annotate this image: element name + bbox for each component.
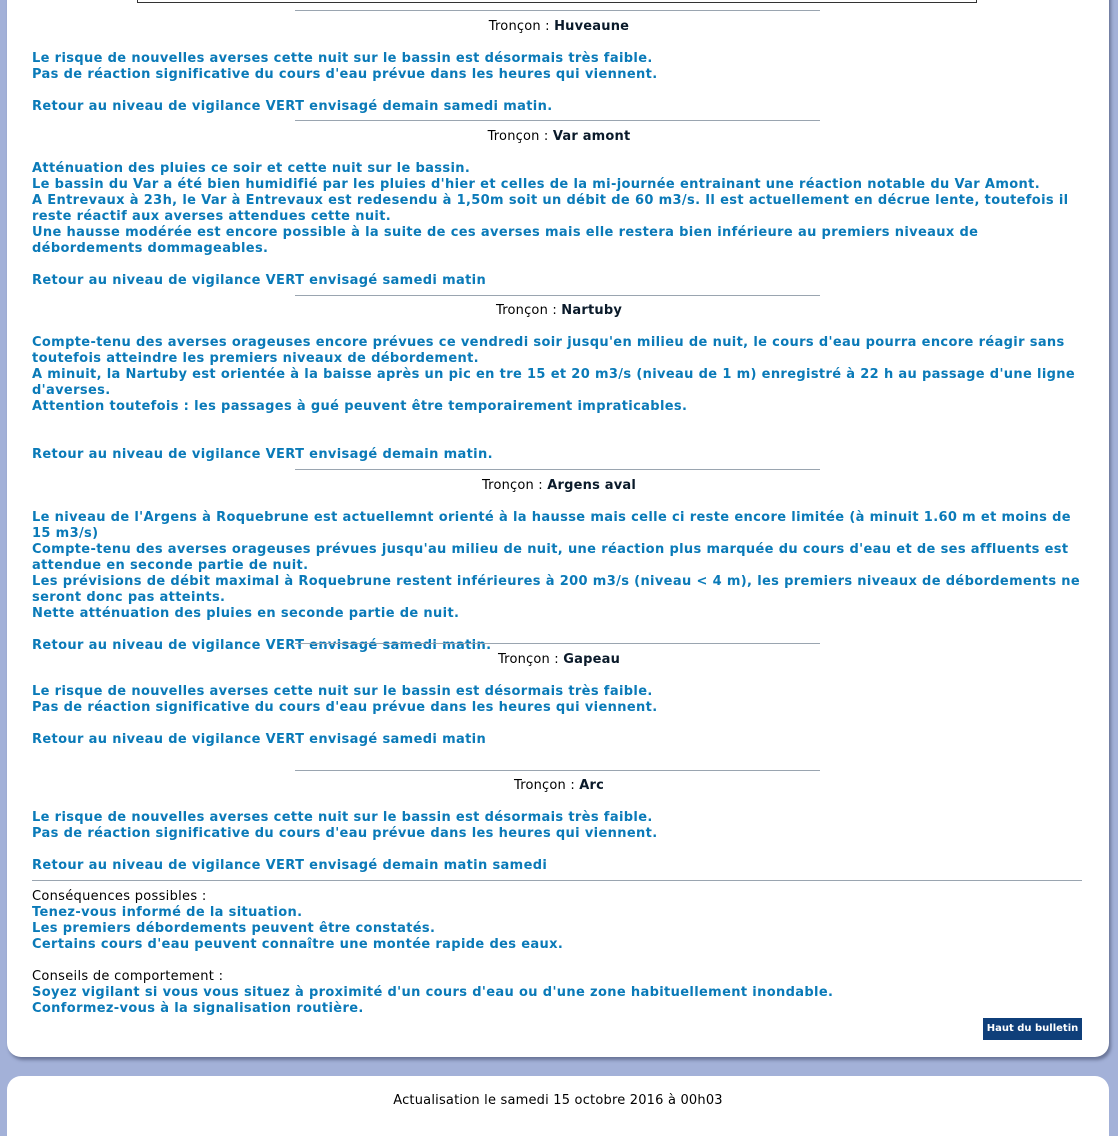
back-to-top-button[interactable]: Haut du bulletin xyxy=(983,1018,1082,1040)
text-line: Attention toutefois : les passages à gué peuvent être temporairement impraticables. xyxy=(32,399,688,414)
consequences-separator xyxy=(32,880,1082,881)
text-line: Conformez-vous à la signalisation routière. xyxy=(32,1001,364,1016)
troncon-name: Gapeau xyxy=(563,652,621,667)
section-separator xyxy=(295,295,820,296)
troncon-heading xyxy=(0,652,1118,668)
troncon-prefix: Tronçon : xyxy=(513,778,580,793)
section-separator xyxy=(295,643,820,644)
troncon-heading xyxy=(0,778,1118,794)
consequences-text xyxy=(32,905,1084,953)
text-line: Pas de réaction significative du cours d'eau prévue dans les heures qui viennent. xyxy=(32,67,658,82)
section-text xyxy=(32,810,1084,874)
section-separator xyxy=(295,770,820,771)
text-line xyxy=(32,83,1084,99)
troncon-heading xyxy=(0,303,1118,319)
troncon-heading xyxy=(0,129,1118,145)
troncon-name: Argens aval xyxy=(547,478,637,493)
text-line: Retour au niveau de vigilance VERT envisagé samedi matin xyxy=(32,732,487,747)
conseils-text xyxy=(32,985,1084,1017)
troncon-name: Huveaune xyxy=(554,19,630,34)
text-line: Les premiers débordements peuvent être constatés. xyxy=(32,921,436,936)
text-line: Certains cours d'eau peuvent connaître une montée rapide des eaux. xyxy=(32,937,564,952)
section-text xyxy=(32,161,1084,289)
text-line xyxy=(32,415,1084,431)
text-line: Le risque de nouvelles averses cette nuit sur le bassin est désormais très faible. xyxy=(32,51,653,66)
update-timestamp: Actualisation le samedi 15 octobre 2016 à 00h03 xyxy=(393,1093,723,1108)
text-line: A minuit, la Nartuby est orientée à la baisse après un pic en tre 15 et 20 m3/s (niveau de 1 m) enregistré à 22 h au passage d'une ligne d'averses. xyxy=(32,367,1080,398)
troncon-prefix: Tronçon : xyxy=(497,652,564,667)
section-separator xyxy=(295,10,820,11)
section-text xyxy=(32,510,1084,654)
text-line: Retour au niveau de vigilance VERT envisagé samedi matin. xyxy=(32,638,492,653)
troncon-name: Nartuby xyxy=(561,303,622,318)
text-line: Les prévisions de débit maximal à Roquebrune restent inférieures à 200 m3/s (niveau < 4 m), les premiers niveaux de débordements ne seront donc pas atteints. xyxy=(32,574,1085,605)
text-line xyxy=(32,257,1084,273)
text-line xyxy=(32,431,1084,447)
troncon-prefix: Tronçon : xyxy=(496,303,562,318)
troncon-name: Arc xyxy=(579,778,605,793)
section-separator xyxy=(295,469,820,470)
text-line: Pas de réaction significative du cours d'eau prévue dans les heures qui viennent. xyxy=(32,826,658,841)
text-line: Retour au niveau de vigilance VERT envisagé demain matin samedi xyxy=(32,858,548,873)
section-text xyxy=(32,51,1084,115)
text-line: Le bassin du Var a été bien humidifié par les pluies d'hier et celles de la mi-journée entrainant une réaction notable du Var Amont. xyxy=(32,177,1040,192)
troncon-prefix: Tronçon : xyxy=(488,19,555,34)
consequences-label: Conséquences possibles : xyxy=(32,889,207,904)
text-line: Le niveau de l'Argens à Roquebrune est actuellemnt orienté à la hausse mais celle ci reste encore limitée (à minuit 1.60 m et moins de 15 m3/s) xyxy=(32,510,1076,541)
troncon-heading xyxy=(0,478,1118,494)
text-line: Atténuation des pluies ce soir et cette nuit sur le bassin. xyxy=(32,161,471,176)
text-line: Le risque de nouvelles averses cette nuit sur le bassin est désormais très faible. xyxy=(32,684,653,699)
text-line: A Entrevaux à 23h, le Var à Entrevaux est redesendu à 1,50m soit un débit de 60 m3/s. Il est actuellement en décrue lente, toutefois il reste réactif aux averses attendues cette nuit. xyxy=(32,193,1074,224)
text-line xyxy=(32,716,1084,732)
text-line: Tenez-vous informé de la situation. xyxy=(32,905,303,920)
troncon-prefix: Tronçon : xyxy=(487,129,553,144)
footer-panel xyxy=(7,1076,1109,1136)
troncon-name: Var amont xyxy=(552,129,631,144)
troncon-prefix: Tronçon : xyxy=(481,478,548,493)
text-line xyxy=(32,622,1084,638)
text-line: Retour au niveau de vigilance VERT envisagé samedi matin xyxy=(32,273,487,288)
text-line: Retour au niveau de vigilance VERT envisagé demain samedi matin. xyxy=(32,99,553,114)
text-line: Compte-tenu des averses orageuses prévues jusqu'au milieu de nuit, une réaction plus marquée du cours d'eau et de ses affluents est attendue en seconde partie de nuit. xyxy=(32,542,1074,573)
text-line: Pas de réaction significative du cours d'eau prévue dans les heures qui viennent. xyxy=(32,700,658,715)
section-text xyxy=(32,684,1084,748)
section-text xyxy=(32,335,1084,463)
text-line: Le risque de nouvelles averses cette nuit sur le bassin est désormais très faible. xyxy=(32,810,653,825)
text-line: Compte-tenu des averses orageuses encore prévues ce vendredi soir jusqu'en milieu de nuit, le cours d'eau pourra encore réagir sans toutefois atteindre les premiers niveaux de débordement. xyxy=(32,335,1070,366)
text-line: Nette atténuation des pluies en seconde partie de nuit. xyxy=(32,606,460,621)
section-separator xyxy=(295,120,820,121)
previous-table-border xyxy=(137,0,977,3)
text-line xyxy=(32,842,1084,858)
text-line: Une hausse modérée est encore possible à la suite de ces averses mais elle restera bien inférieure au premiers niveaux de débordements dommageables. xyxy=(32,225,984,256)
troncon-heading xyxy=(0,19,1118,35)
conseils-label: Conseils de comportement : xyxy=(32,969,224,984)
text-line: Retour au niveau de vigilance VERT envisagé demain matin. xyxy=(32,447,493,462)
text-line: Soyez vigilant si vous vous situez à proximité d'un cours d'eau ou d'une zone habituellement inondable. xyxy=(32,985,834,1000)
